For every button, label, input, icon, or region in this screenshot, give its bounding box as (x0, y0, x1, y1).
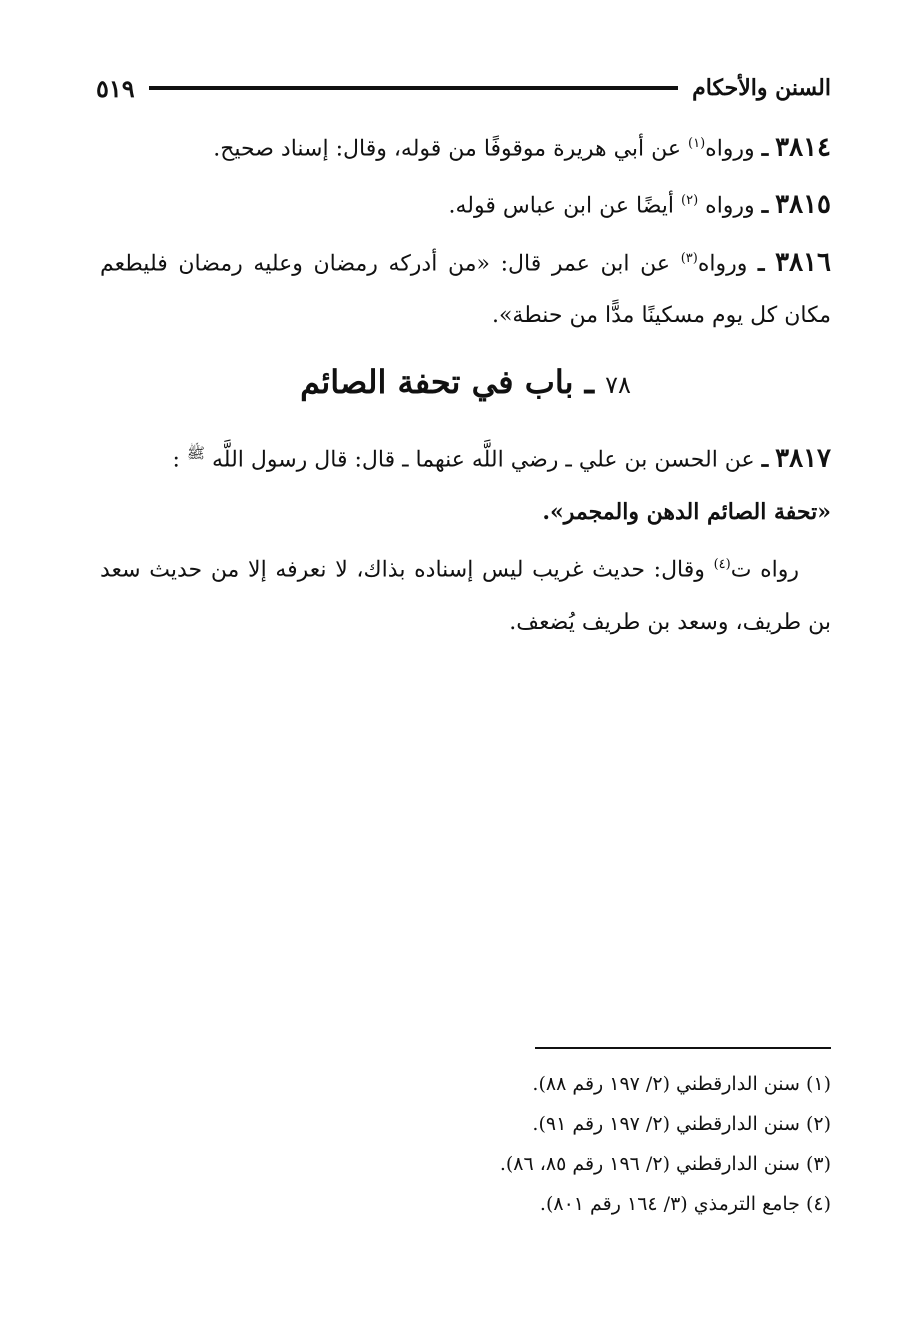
entry-3814 (100, 118, 831, 175)
page-number: ٥١٩ (96, 73, 135, 103)
entry-3817 (100, 427, 831, 539)
running-title: السنن والأحكام (692, 75, 831, 101)
header-rule (149, 86, 678, 90)
commentary-lead: رواه ت (730, 557, 800, 583)
entry-dash: ـ (761, 446, 769, 473)
entry-rest: عن أبي هريرة موقوفًا من قوله، وقال: إسناد صحيح. (213, 136, 682, 162)
footnote-ref: (١) (688, 136, 706, 151)
entry-text: عن الحسن بن علي ـ رضي اللَّه عنهما ـ قال: قال رسول اللَّه (212, 447, 755, 473)
entry-dash: ـ (761, 135, 769, 162)
page-header (96, 68, 831, 108)
commentary-rest: وقال: حديث غريب ليس إسناده بذاك، لا نعرفه إلا من حديث سعد بن طريف، وسعد بن طريف يُضعف. (100, 557, 831, 635)
footnote-ref: (٣) (680, 250, 698, 266)
footnote-4: (٤) جامع الترمذي (٣/ ١٦٤ رقم ٨٠١). (539, 1193, 831, 1215)
chapter-heading (100, 356, 831, 411)
salutation-glyph: ﷺ (186, 443, 205, 462)
entry-dash: ـ (758, 249, 765, 276)
chapter-title: باب في تحفة الصائم (300, 362, 574, 401)
footnote-3: (٣) سنن الدارقطني (٢/ ١٩٦ رقم ٨٥، ٨٦). (499, 1153, 831, 1175)
footnote-1: (١) سنن الدارقطني (٢/ ١٩٧ رقم ٨٨). (532, 1073, 831, 1095)
main-text (100, 118, 831, 649)
entry-number: ٣٨١٤ (775, 132, 831, 163)
entry-number: ٣٨١٧ (775, 443, 831, 474)
entry-dash: ـ (761, 192, 769, 219)
entry-rest: أيضًا عن ابن عباس قوله. (448, 193, 675, 219)
entry-rest: عن ابن عمر قال: «من أدركه رمضان وعليه رمضان فليطعم مكان كل يوم مسكينًا مدًّا من حنطة». (100, 250, 831, 328)
chapter-number: ٧٨ (605, 370, 631, 399)
footnote-separator (535, 1047, 831, 1049)
footnote-2: (٢) سنن الدارقطني (٢/ ١٩٧ رقم ٩١). (532, 1113, 831, 1135)
entry-colon: : (172, 447, 180, 473)
chapter-dash: ـ (584, 362, 594, 401)
footnotes (100, 1064, 831, 1224)
hadith-quote: «تحفة الصائم الدهن والمجمر». (542, 499, 831, 526)
footnote-ref: (٢) (681, 193, 699, 209)
entry-3815 (100, 175, 831, 232)
commentary (100, 539, 831, 648)
entry-text: ورواه (697, 250, 748, 276)
footnote-ref: (٤) (713, 557, 731, 573)
entry-text: ورواه (705, 193, 755, 219)
entry-3816 (100, 233, 831, 342)
entry-number: ٣٨١٥ (775, 189, 831, 220)
entry-text: ورواه (705, 136, 755, 162)
entry-number: ٣٨١٦ (775, 246, 831, 277)
